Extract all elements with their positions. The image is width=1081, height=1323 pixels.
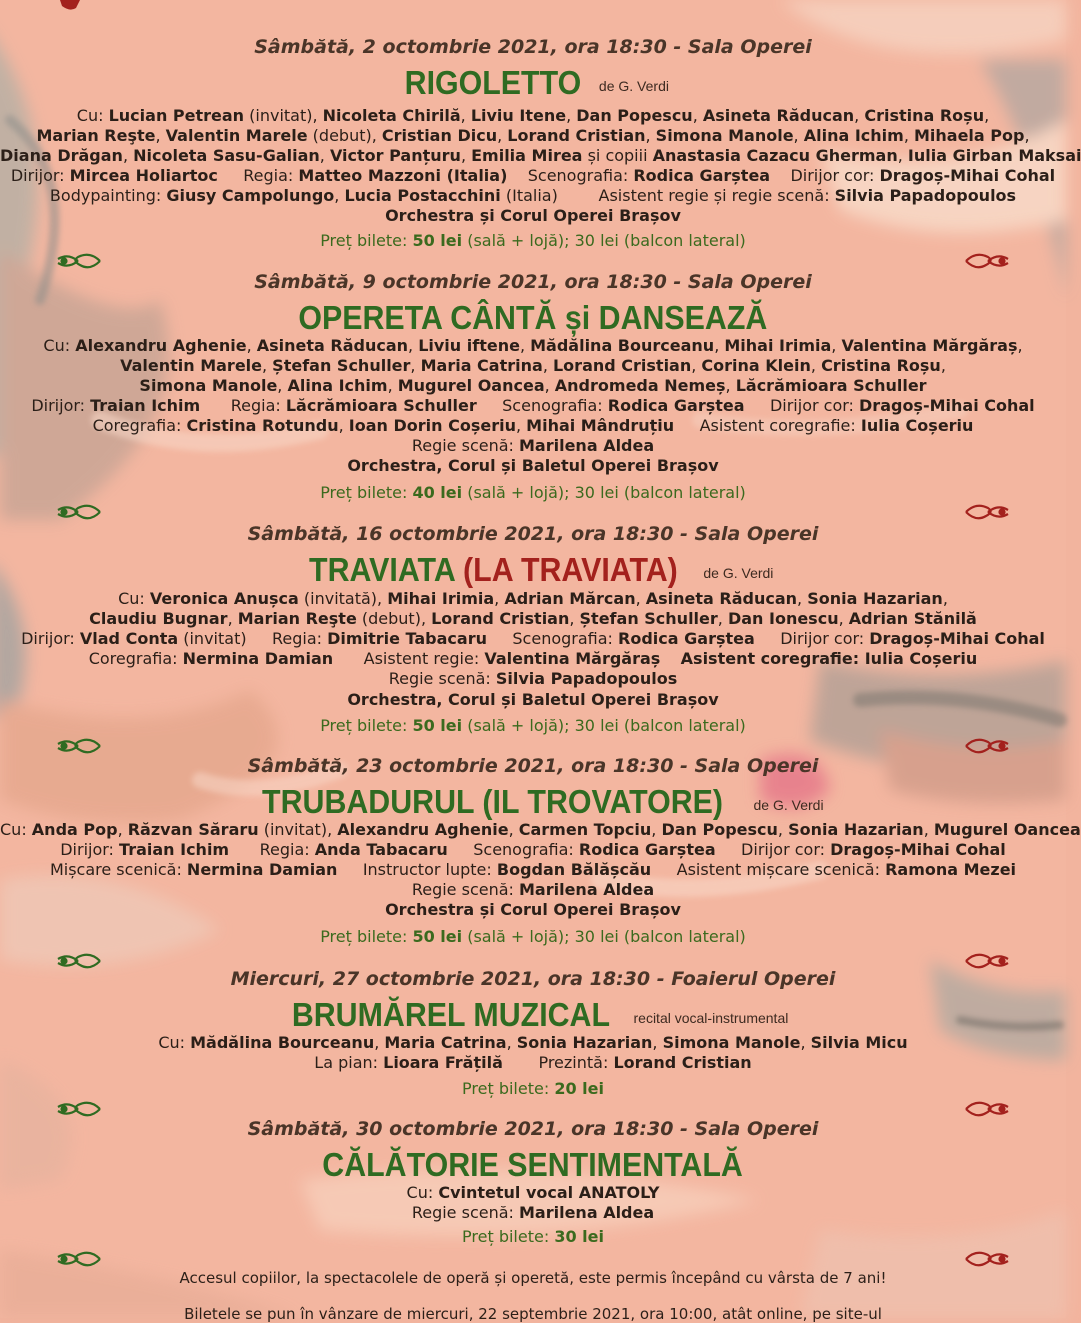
credits-line: Cu: Alexandru Aghenie, Asineta Răducan, Liviu iftene, Mădălina Bourceanu, Mihai Irimia, Valentina Mărgăraș, <box>43 336 1023 355</box>
event-title-row <box>0 1146 1066 1184</box>
event-date: Sâmbătă, 9 octombrie 2021, ora 18:30 - Sala Operei <box>254 271 812 293</box>
credits-line: Coregrafia: Nermina Damian Asistent regie: Valentina Mărgăraș Asistent coregrafie: Iulia Coșeriu <box>88 649 978 668</box>
event-title: CĂLĂTORIE SENTIMENTALĂ <box>322 1146 744 1183</box>
ticket-price: Preț bilete: 50 lei (sală + lojă); 30 lei (balcon lateral) <box>320 927 746 946</box>
ornament-divider <box>50 249 1016 273</box>
event-title-row <box>0 64 1066 102</box>
event-title-row <box>0 996 1066 1034</box>
credits-line: Dirijor: Mircea Holiartoc Regia: Matteo Mazzoni (Italia) Scenografia: Rodica Garștea Dirijor cor: Dragoș-Mihai Cohal <box>10 166 1056 185</box>
credits-line: Cu: Cvintetul vocal ANATOLY <box>406 1183 660 1202</box>
event-subtitle: recital vocal-instrumental <box>633 1009 789 1026</box>
event-title: TRUBADURUL (IL TROVATORE) <box>262 783 724 820</box>
credits-line: Dirijor: Vlad Conta (invitat) Regia: Dimitrie Tabacaru Scenografia: Rodica Garștea Dirijor cor: Dragoș-Mihai Cohal <box>21 629 1045 648</box>
credits-line: Simona Manole, Alina Ichim, Mugurel Oancea, Andromeda Nemeș, Lăcrămioara Schuller <box>139 376 927 395</box>
event-date: Miercuri, 27 octombrie 2021, ora 18:30 - Foaierul Operei <box>230 968 836 990</box>
credits-line: Cu: Mădălina Bourceanu, Maria Catrina, Sonia Hazarian, Simona Manole, Silvia Micu <box>158 1033 908 1052</box>
credits-line: Cu: Lucian Petrean (invitat), Nicoleta Chirilă, Liviu Itene, Dan Popescu, Asineta Răducan, Cristina Roșu, <box>76 106 990 125</box>
credits-line: Mișcare scenică: Nermina Damian Instructor lupte: Bogdan Bălășcău Asistent mișcare scenică: Ramona Mezei <box>49 860 1017 879</box>
credits-line: Regie scenă: Silvia Papadopoulos <box>388 669 678 688</box>
event-title: BRUMĂREL MUZICAL <box>291 996 610 1033</box>
event-title: RIGOLETTO <box>404 64 582 101</box>
credits-line: Orchestra, Corul și Baletul Operei Brașov <box>347 456 719 475</box>
ticket-price: Preț bilete: 20 lei <box>462 1079 604 1098</box>
credits-line: Claudiu Bugnar, Marian Reşte (debut), Lorand Cristian, Ștefan Schuller, Dan Ionescu, Adrian Stănilă <box>89 609 977 628</box>
ticket-sale-note: Biletele se pun în vânzare de miercuri, 22 septembrie 2021, ora 10:00, atât online, pe site-ul <box>184 1305 882 1323</box>
credits-line: Regie scenă: Marilena Aldea <box>411 436 655 455</box>
event-title: OPERETA CÂNTĂ și DANSEAZĂ <box>298 299 768 336</box>
credits-line: Orchestra și Corul Operei Brașov <box>385 900 681 919</box>
credits-line: Bodypainting: Giusy Campolungo, Lucia Postacchini (Italia) Asistent regie și regie scenă: Silvia Papadopoulos <box>49 186 1017 205</box>
ticket-price: Preț bilete: 40 lei (sală + lojă); 30 lei (balcon lateral) <box>320 483 746 502</box>
credits-line: La pian: Lioara Frățilă Prezintă: Lorand Cristian <box>314 1053 752 1072</box>
credits-line: Orchestra, Corul și Baletul Operei Brașov <box>347 690 719 709</box>
credits-line: Regie scenă: Marilena Aldea <box>411 1203 655 1222</box>
event-title-alt: (LA TRAVIATA) <box>454 551 678 588</box>
event-date: Sâmbătă, 16 octombrie 2021, ora 18:30 - Sala Operei <box>247 523 819 545</box>
ornament-divider <box>50 1247 1016 1271</box>
event-date: Sâmbătă, 23 octombrie 2021, ora 18:30 - Sala Operei <box>247 755 819 777</box>
event-date: Sâmbătă, 2 octombrie 2021, ora 18:30 - Sala Operei <box>254 36 812 58</box>
event-title-row <box>0 783 1066 821</box>
event-subtitle: de G. Verdi <box>703 564 774 581</box>
credits-line: Valentin Marele, Ștefan Schuller, Maria Catrina, Lorand Cristian, Corina Klein, Cristina Roșu, <box>120 356 946 375</box>
ticket-price: Preț bilete: 50 lei (sală + lojă); 30 lei (balcon lateral) <box>320 716 746 735</box>
children-access-note: Accesul copiilor, la spectacolele de operă și operetă, este permis începând cu vârsta de 7 ani! <box>179 1269 887 1287</box>
ornament-divider <box>50 500 1016 524</box>
credits-line: Diana Drăgan, Nicoleta Sasu-Galian, Victor Panțuru, Emilia Mirea și copiii Anastasia Cazacu Gherman, Iulia Girban Maksai <box>0 146 1081 165</box>
credits-line: Coregrafia: Cristina Rotundu, Ioan Dorin Coșeriu, Mihai Mândruțiu Asistent coregrafie: Iulia Coșeriu <box>92 416 974 435</box>
credits-line: Marian Reşte, Valentin Marele (debut), Cristian Dicu, Lorand Cristian, Simona Manole, Alina Ichim, Mihaela Pop, <box>36 126 1030 145</box>
event-title-row <box>0 551 1066 589</box>
ticket-price: Preț bilete: 30 lei <box>462 1227 604 1246</box>
event-date: Sâmbătă, 30 octombrie 2021, ora 18:30 - Sala Operei <box>247 1118 819 1140</box>
event-subtitle: de G. Verdi <box>598 77 669 94</box>
credits-line: Dirijor: Traian Ichim Regia: Lăcrămioara Schuller Scenografia: Rodica Garștea Dirijor cor: Dragoș-Mihai Cohal <box>31 396 1035 415</box>
event-title: TRAVIATA (LA TRAVIATA) <box>308 551 678 588</box>
credits-line: Cu: Veronica Anușca (invitată), Mihai Irimia, Adrian Mărcan, Asineta Răducan, Sonia Hazarian, <box>118 589 948 608</box>
credits-line: Regie scenă: Marilena Aldea <box>411 880 655 899</box>
ticket-price: Preț bilete: 50 lei (sală + lojă); 30 lei (balcon lateral) <box>320 231 746 250</box>
event-subtitle: de G. Verdi <box>753 796 824 813</box>
event-title-row <box>0 299 1066 337</box>
credits-line: Cu: Anda Pop, Răzvan Săraru (invitat), Alexandru Aghenie, Carmen Topciu, Dan Popescu, Sonia Hazarian, Mugurel Oancea <box>0 820 1081 839</box>
credits-line: Orchestra și Corul Operei Brașov <box>385 206 681 225</box>
credits-line: Dirijor: Traian Ichim Regia: Anda Tabacaru Scenografia: Rodica Garștea Dirijor cor: Dragoș-Mihai Cohal <box>60 840 1006 859</box>
